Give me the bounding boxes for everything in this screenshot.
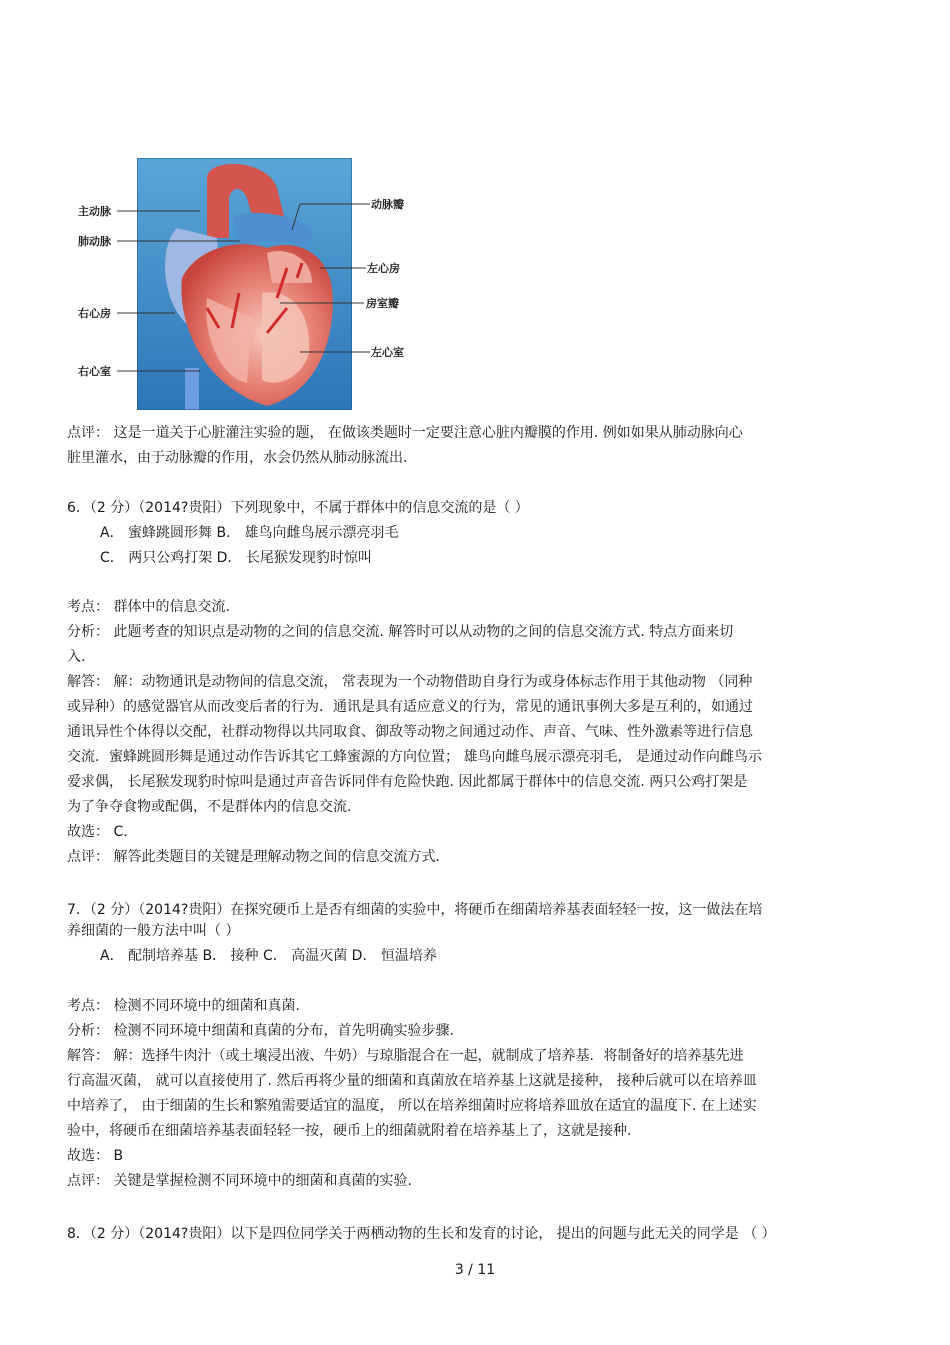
q8-stem: 8．（2 分）（2014?贵阳）以下是四位同学关于两栖动物的生长和发育的讨论， 提出的问题与此无关的同学是 （ ） bbox=[67, 1226, 776, 1242]
q7-answer-2: 行高温灭菌， 就可以直接使用了. 然后再将少量的细菌和真菌放在培养基上这就是接种， 接种后就可以在培养皿 bbox=[67, 1073, 757, 1089]
label-av-valve: 房室瓣 bbox=[366, 297, 399, 310]
q7-analysis: 分析： 检测不同环境中细菌和真菌的分布，首先明确实验步骤. bbox=[67, 1023, 454, 1039]
q5-comment-line-1: 点评： 这是一道关于心脏灌注实验的题， 在做该类题时一定要注意心脏内瓣膜的作用. 例如如果从肺动脉向心 bbox=[67, 425, 743, 441]
label-left-ventricle: 左心室 bbox=[371, 346, 404, 359]
label-right-atrium: 右心房 bbox=[78, 307, 111, 320]
q6-stem: 6．（2 分）（2014?贵阳）下列现象中，不属于群体中的信息交流的是（ ） bbox=[67, 500, 529, 516]
q6-answer-2: 或异种）的感觉器官从而改变后者的行为．通讯是具有适应意义的行为，常见的通讯事例大多是互利的，如通过 bbox=[67, 699, 753, 715]
q7-answer-4: 验中，将硬币在细菌培养基表面轻轻一按，硬币上的细菌就附着在培养基上了，这就是接种. bbox=[67, 1123, 632, 1139]
q6-comment: 点评： 解答此类题目的关键是理解动物之间的信息交流方式. bbox=[67, 849, 440, 865]
q6-choice: 故选： C. bbox=[67, 824, 128, 840]
q6-analysis-1: 分析： 此题考查的知识点是动物的之间的信息交流. 解答时可以从动物的之间的信息交流方式. 特点方面来切 bbox=[67, 624, 734, 640]
figure-leader-lines bbox=[0, 0, 950, 420]
q6-point: 考点： 群体中的信息交流. bbox=[67, 599, 230, 615]
q7-comment: 点评： 关键是掌握检测不同环境中的细菌和真菌的实验. bbox=[67, 1173, 412, 1189]
label-arterial-valve: 动脉瓣 bbox=[371, 198, 404, 211]
label-aorta: 主动脉 bbox=[78, 205, 111, 218]
q7-answer-1: 解答： 解：选择牛肉汁（或土壤浸出液、牛奶）与琼脂混合在一起，就制成了培养基．将制备好的培养基先进 bbox=[67, 1048, 744, 1064]
q6-options-row-1: A． 蜜蜂跳圆形舞 B． 雄鸟向雌鸟展示漂亮羽毛 bbox=[100, 525, 399, 541]
q6-answer-6: 为了争夺食物或配偶，不是群体内的信息交流. bbox=[67, 799, 352, 815]
q5-comment-line-2: 脏里灌水，由于动脉瓣的作用，水会仍然从肺动脉流出. bbox=[67, 450, 408, 466]
q7-options: A． 配制培养基 B． 接种 C． 高温灭菌 D． 恒温培养 bbox=[100, 948, 437, 964]
label-pulmonary-artery: 肺动脉 bbox=[78, 235, 111, 248]
q6-answer-3: 通讯异性个体得以交配，社群动物得以共同取食、御敌等动物之间通过动作、声音、气味、性外激素等进行信息 bbox=[67, 724, 753, 740]
q6-answer-5: 爱求偶， 长尾猴发现豹时惊叫是通过声音告诉同伴有危险快跑. 因此都属于群体中的信息交流. 两只公鸡打架是 bbox=[67, 774, 748, 790]
q6-analysis-2: 入. bbox=[67, 649, 86, 665]
q7-choice: 故选： B bbox=[67, 1148, 124, 1164]
q7-stem-1: 7．（2 分）（2014?贵阳）在探究硬币上是否有细菌的实验中，将硬币在细菌培养基表面轻轻一按，这一做法在培 bbox=[67, 902, 763, 918]
label-right-ventricle: 右心室 bbox=[78, 365, 111, 378]
label-left-atrium: 左心房 bbox=[367, 262, 400, 275]
q7-stem-2: 养细菌的一般方法中叫（ ） bbox=[67, 923, 240, 939]
q7-answer-3: 中培养了， 由于细菌的生长和繁殖需要适宜的温度， 所以在培养细菌时应将培养皿放在适宜的温度下. 在上述实 bbox=[67, 1098, 757, 1114]
q6-options-row-2: C． 两只公鸡打架 D． 长尾猴发现豹时惊叫 bbox=[100, 550, 372, 566]
q6-answer-4: 交流．蜜蜂跳圆形舞是通过动作告诉其它工蜂蜜源的方向位置； 雄鸟向雌鸟展示漂亮羽毛， 是通过动作向雌鸟示 bbox=[67, 749, 762, 765]
q6-answer-1: 解答： 解：动物通讯是动物间的信息交流， 常表现为一个动物借助自身行为或身体标志作用于其他动物 （同种 bbox=[67, 674, 753, 690]
q7-point: 考点： 检测不同环境中的细菌和真菌. bbox=[67, 998, 300, 1014]
page-number: 3 / 11 bbox=[454, 1262, 496, 1278]
